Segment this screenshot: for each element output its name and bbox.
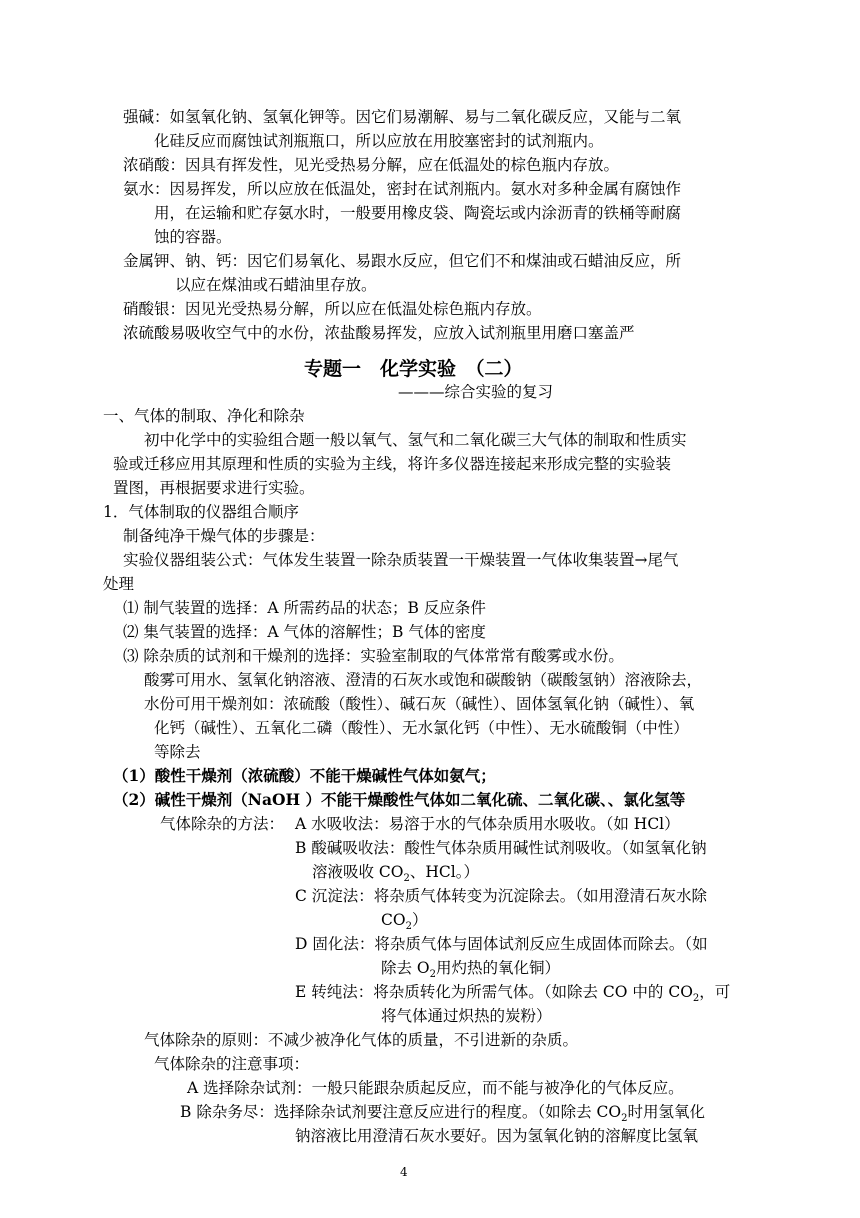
- method-a: A 水吸收法：易溶于水的气体杂质用水吸收。（如 HCl）: [295, 815, 680, 833]
- storage-acids: 浓硫酸易吸收空气中的水份，浓盐酸易挥发，应放入试剂瓶里用磨口塞盖严: [123, 324, 635, 342]
- reagents-line-1: 酸雾可用水、氢氧化钠溶液、澄清的石灰水或饱和碳酸钠（碳酸氢钠）溶液除去，: [144, 671, 703, 689]
- section-heading: 一、气体的制取、净化和除杂: [103, 407, 305, 425]
- note-a: A 选择除杂试剂：一般只能跟杂质起反应，而不能与被净化的气体反应。: [187, 1079, 684, 1097]
- intro-line-2: 验或迁移应用其原理和性质的实验为主线，将许多仪器连接起来形成完整的实验装: [113, 455, 672, 473]
- storage-ammonia-2: 用，在运输和贮存氨水时，一般要用橡皮袋、陶瓷坛或内涂沥青的铁桶等耐腐: [154, 204, 682, 222]
- reagents-line-3: 化钙（碱性）、五氧化二磷（酸性）、无水氯化钙（中性）、无水硫酸铜（中性）: [154, 719, 689, 737]
- intro-line-3: 置图，再根据要求进行实验。: [113, 479, 315, 497]
- method-e-2: 将气体通过炽热的炭粉）: [381, 1007, 552, 1025]
- page-subtitle: ———综合实验的复习: [398, 383, 554, 401]
- principle: 气体除杂的原则：不减少被净化气体的质量，不引进新的杂质。: [144, 1031, 579, 1049]
- formula-line-2: 处理: [103, 575, 135, 593]
- dryer-rule-2: （2）碱性干燥剂（NaOH ）不能干燥酸性气体如二氧化硫、二氧化碳、、氯化氢等: [113, 790, 686, 809]
- steps-intro: 制备纯净干燥气体的步骤是：: [123, 527, 325, 545]
- page-title: 专题一 化学实验 （二）: [304, 358, 523, 380]
- reagents-line-4: 等除去: [154, 743, 201, 761]
- method-c-1: C 沉淀法：将杂质气体转变为沉淀除去。（如用澄清石灰水除: [295, 887, 708, 905]
- storage-metals-2: 以应在煤油或石蜡油里存放。: [175, 276, 377, 294]
- storage-strong-base-1: 强碱：如氢氧化钠、氢氧化钾等。因它们易潮解、易与二氧化碳反应，又能与二氧: [123, 108, 682, 126]
- reagents-line-2: 水份可用干燥剂如：浓硫酸（酸性）、碱石灰（碱性）、固体氢氧化钠（碱性）、氧: [144, 695, 695, 713]
- intro-line-1: 初中化学中的实验组合题一般以氧气、氢气和二氧化碳三大气体的制取和性质实: [144, 431, 687, 449]
- methods-label: 气体除杂的方法：: [160, 815, 285, 833]
- formula-line-1: 实验仪器组装公式：气体发生装置一除杂质装置一干燥装置一气体收集装置→尾气: [123, 551, 679, 569]
- storage-strong-base-2: 化硅反应而腐蚀试剂瓶瓶口，所以应放在用胶塞密封的试剂瓶内。: [154, 132, 604, 150]
- storage-silver-nitrate: 硝酸银：因见光受热易分解，所以应在低温处棕色瓶内存放。: [123, 300, 542, 318]
- notes-label: 气体除杂的注意事项：: [154, 1055, 310, 1073]
- storage-nitric-acid: 浓硝酸：因具有挥发性，见光受热易分解，应在低温处的棕色瓶内存放。: [123, 156, 620, 174]
- storage-ammonia-1: 氨水：因易挥发，所以应放在低温处，密封在试剂瓶内。氨水对多种金属有腐蚀作: [123, 180, 682, 198]
- storage-ammonia-3: 蚀的容器。: [154, 228, 232, 246]
- choice-3: ⑶ 除杂质的试剂和干燥剂的选择：实验室制取的气体常常有酸雾或水份。: [123, 647, 624, 665]
- dryer-rule-1: （1）酸性干燥剂（浓硫酸）不能干燥碱性气体如氨气；: [113, 766, 496, 785]
- storage-metals-1: 金属钾、钠、钙：因它们易氧化、易跟水反应，但它们不和煤油或石蜡油反应，所: [123, 252, 682, 270]
- method-b-1: B 酸碱吸收法：酸性气体杂质用碱性试剂吸收。（如氢氧化钠: [295, 839, 707, 857]
- note-b-2: 钠溶液比用澄清石灰水要好。因为氢氧化钠的溶解度比氢氧: [295, 1127, 699, 1145]
- method-e-1: E 转纯法：将杂质转化为所需气体。（如除去 CO 中的 $CO_2$，可: [295, 983, 731, 1005]
- method-d-2: 除去 $O_2$用灼热的氧化铜）: [381, 959, 561, 981]
- choice-1: ⑴ 制气装置的选择：A 所需药品的状态；B 反应条件: [123, 599, 486, 617]
- page-number: 4: [400, 1165, 408, 1179]
- method-c-2: $CO_2$）: [381, 911, 428, 933]
- method-d-1: D 固化法：将杂质气体与固体试剂反应生成固体而除去。（如: [295, 935, 708, 953]
- subsection-heading: 1．气体制取的仪器组合顺序: [103, 503, 299, 521]
- choice-2: ⑵ 集气装置的选择：A 气体的溶解性；B 气体的密度: [123, 623, 486, 641]
- method-b-2: 溶液吸收 $CO_2$、HCl。）: [312, 863, 479, 885]
- note-b-1: B 除杂务尽：选择除杂试剂要注意反应进行的程度。（如除去 $CO_2$时用氢氧化: [180, 1103, 705, 1125]
